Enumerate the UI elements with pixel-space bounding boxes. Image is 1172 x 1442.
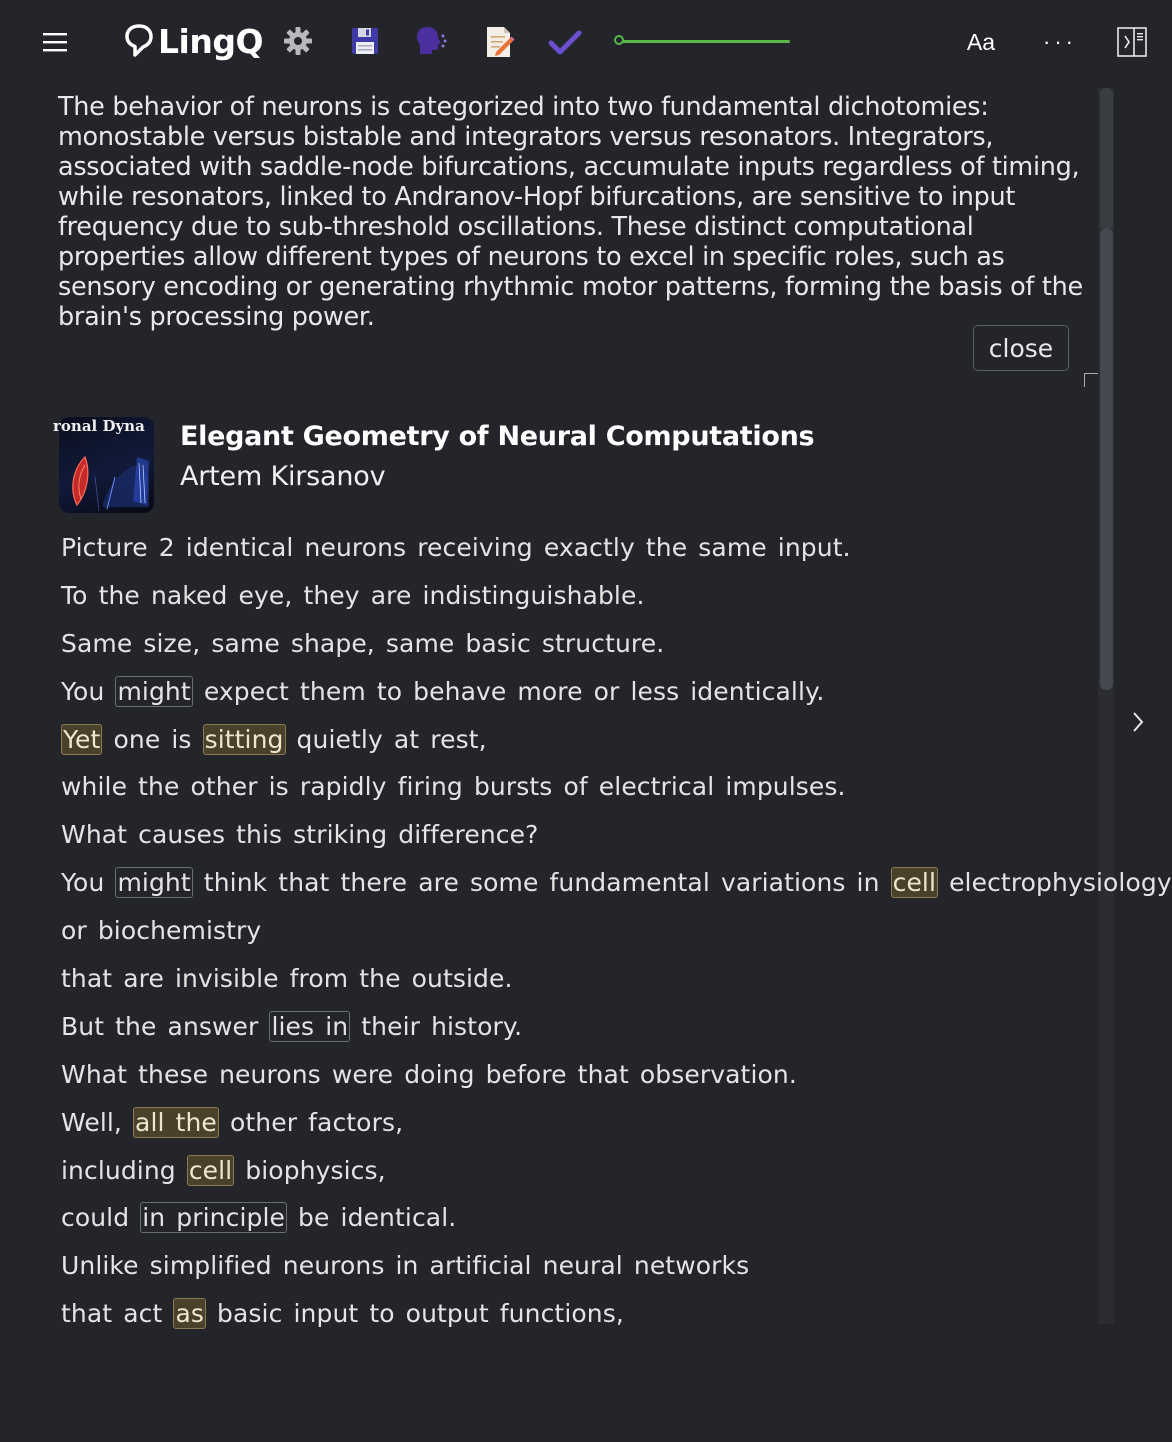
lingq-word[interactable]: might [117,868,191,898]
more-options-button[interactable]: ··· [1043,29,1077,54]
transcript-text[interactable]: think that there are some fundamental variations in [192,868,891,898]
transcript-text[interactable]: one is [102,724,203,754]
transcript-line[interactable] [61,1003,1101,1051]
checkmark-icon[interactable] [547,26,583,58]
transcript-text[interactable]: Unlike simplified neurons in artificial neural networks [61,1251,750,1281]
highlighted-word[interactable]: sitting [204,724,284,754]
transcript-line[interactable] [61,859,1172,907]
font-settings-button[interactable]: Aa [966,28,996,55]
lesson-content [0,84,1172,1329]
progress-knob[interactable] [614,35,624,45]
transcript-text[interactable]: You [61,676,116,706]
notepad-pencil-icon[interactable] [482,24,516,60]
resize-handle-icon[interactable] [1084,373,1098,387]
transcript-text[interactable]: You [61,868,116,898]
transcript-text[interactable]: be identical. [287,1203,457,1233]
thumbnail-caption: ronal Dyna [53,417,145,435]
menu-icon[interactable] [40,28,70,56]
close-description-button[interactable]: close [973,325,1069,371]
transcript-text[interactable]: Well, [61,1107,134,1137]
lingq-logo[interactable] [124,18,263,64]
transcript-text[interactable]: expect them to behave more or less identically. [192,676,825,706]
chevron-right-icon[interactable] [1126,708,1150,736]
transcript-line[interactable] [61,1290,1101,1338]
transcript-line[interactable] [61,668,1101,716]
transcript-text[interactable]: Same size, same shape, same basic structure. [61,628,665,658]
floppy-disk-icon[interactable] [348,24,382,58]
transcript-line[interactable] [61,955,1101,1003]
logo-text: LingQ [158,21,264,61]
transcript-line[interactable] [61,716,1101,764]
transcript-text[interactable]: their history. [350,1011,523,1041]
top-toolbar [0,0,1172,84]
scrollbar-upper-region[interactable] [1100,88,1113,228]
speaking-head-icon[interactable] [414,24,450,58]
progress-fill [618,40,790,43]
transcript-line[interactable] [61,1242,1101,1290]
transcript-text[interactable]: or biochemistry [61,916,262,946]
lesson-thumbnail[interactable] [53,417,154,513]
highlighted-word[interactable]: as [175,1299,204,1329]
transcript-text[interactable]: What these neurons were doing before that observation. [61,1059,797,1089]
transcript-text[interactable]: But the answer [61,1011,270,1041]
transcript-text[interactable]: that act [61,1299,174,1329]
lesson-progress-slider[interactable] [614,34,790,48]
transcript-text[interactable]: basic input to output functions, [205,1299,624,1329]
highlighted-word[interactable]: cell [892,868,937,898]
transcript-text[interactable]: quietly at rest, [285,724,487,754]
lesson-title[interactable]: Elegant Geometry of Neural Computations [180,421,815,452]
transcript-line[interactable] [61,620,1101,668]
transcript-line[interactable] [61,572,1101,620]
transcript-line[interactable] [61,1147,1101,1195]
lingq-word[interactable]: in principle [142,1203,286,1233]
transcript-text[interactable]: that are invisible from the outside. [61,964,513,994]
transcript [61,524,1172,1338]
lesson-header [53,417,1059,513]
gear-icon[interactable] [281,24,315,58]
lingq-word[interactable]: lies in [271,1011,349,1041]
transcript-line[interactable] [61,524,1101,572]
transcript-text[interactable]: including [61,1155,187,1185]
transcript-line[interactable] [61,1051,1101,1099]
transcript-text[interactable]: biophysics, [234,1155,386,1185]
transcript-text[interactable]: What causes this striking difference? [61,820,539,850]
transcript-text[interactable]: could [61,1203,141,1233]
transcript-line[interactable] [61,1194,1101,1242]
highlighted-word[interactable]: cell [188,1155,233,1185]
transcript-line[interactable] [61,1099,1101,1147]
thumbnail-art [59,417,154,513]
highlighted-word[interactable]: Yet [63,724,101,754]
transcript-line[interactable] [61,907,1101,955]
highlighted-word[interactable]: all the [135,1107,217,1137]
scrollbar-thumb[interactable] [1100,228,1113,690]
lesson-description: The behavior of neurons is categorized into two fundamental dichotomies: monostable versus bistable and integrators versus resonators. Integrators, associated with saddle-node bifurcations, accumulate inputs regardless of timing, while resonators, linked to Andranov-Hopf bifurcations, are sensitive to input frequency due to sub-threshold oscillations. These distinct computational properties allow different types of neurons to excel in specific roles, such as sensory encoding or generating rhythmic motor patterns, forming the basis of the brain's processing power. [58,92,1083,332]
transcript-line[interactable] [61,811,1101,859]
transcript-text[interactable]: Picture 2 identical neurons receiving exactly the same input. [61,533,851,562]
transcript-text[interactable]: other factors, [218,1107,404,1137]
lingq-word[interactable]: might [117,676,191,706]
transcript-line[interactable] [61,763,1101,811]
transcript-text[interactable]: while the other is rapidly firing bursts of electrical impulses. [61,772,846,802]
transcript-text[interactable]: To the naked eye, they are indistinguishable. [61,580,645,610]
sidebar-toggle-icon[interactable] [1116,26,1148,58]
transcript-text[interactable]: electrophysiology [938,868,1172,898]
lesson-author[interactable]: Artem Kirsanov [180,461,386,492]
